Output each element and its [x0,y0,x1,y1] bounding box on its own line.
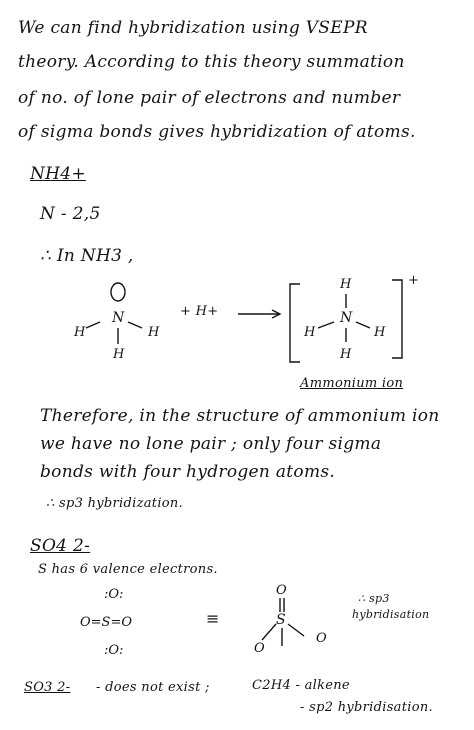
ammonium-caption: Ammonium ion [300,376,404,391]
svg-text:+: + [408,273,419,288]
sulfur-valence: S has 6 valence electrons. [38,562,218,577]
equivalence-sign: ≡ [206,609,220,628]
so4-hybrid-line-2: hybridisation [352,608,430,621]
svg-text:O: O [254,641,265,656]
conclusion-line-2: we have no lone pair ; only four sigma [40,434,382,454]
svg-text:H: H [113,347,125,362]
so3-not-exist: - does not exist ; [96,680,210,695]
so3-label: SO3 2- [24,680,71,695]
svg-text:O: O [316,631,327,646]
so4-hybrid-line-1: ∴ sp3 [358,592,390,605]
conclusion-line-1: Therefore, in the structure of ammonium ion [40,406,440,426]
svg-text:H: H [74,325,86,340]
right-bracket [392,280,402,358]
intro-line-3: of no. of lone pair of electrons and number [18,88,401,108]
intro-line-2: theory. According to this theory summation [18,52,405,72]
nitrogen-config: N - 2,5 [40,204,101,224]
svg-text:H: H [340,277,352,292]
svg-text:O=S=O: O=S=O [80,615,133,630]
left-bracket [290,284,300,362]
sulfate-structures [0,580,474,670]
intro-line-1: We can find hybridization using VSEPR [18,18,368,38]
svg-text:H: H [304,325,316,340]
conclusion-line-3: bonds with four hydrogen atoms. [40,462,336,482]
nh3-n-atom: N [112,310,125,326]
svg-text::O:: :O: [104,587,124,602]
svg-text:O: O [276,583,287,598]
so4-heading: SO4 2- [30,536,91,556]
nh4-hybridization: ∴ sp3 hybridization. [46,496,184,511]
svg-text:H: H [340,347,352,362]
svg-text::O:: :O: [104,643,124,658]
svg-text:H: H [148,325,160,340]
c2h4-label: C2H4 - alkene [252,678,350,693]
nh4-n-atom: N [340,310,353,326]
nh3-to-ammonium-diagram [0,270,474,380]
c2h4-hybridization: - sp2 hybridisation. [300,700,433,715]
plus-proton: + H+ [180,304,219,319]
in-nh3-label: ∴ In NH3 , [40,246,134,266]
nh4-heading: NH4+ [30,164,86,184]
svg-text:H: H [374,325,386,340]
lone-pair-orbital [111,283,125,301]
svg-text:S: S [276,612,286,628]
intro-line-4: of sigma bonds gives hybridization of atoms. [18,122,416,142]
